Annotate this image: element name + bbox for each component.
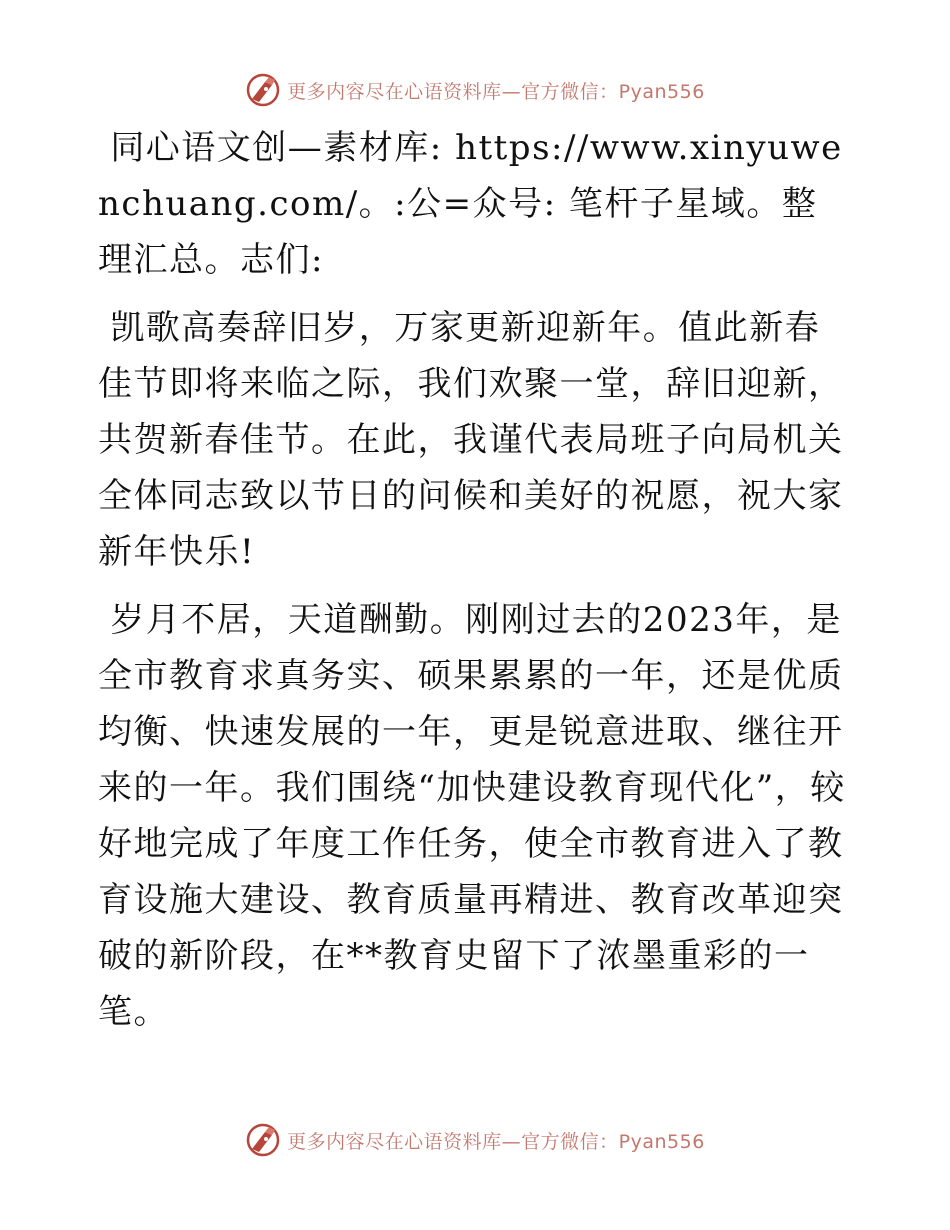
footer-watermark-banner	[0, 1118, 950, 1162]
paragraph-year-review: 岁月不居，天道酬勤。刚刚过去的2023年，是全市教育求真务实、硕果累累的一年，还是优质均衡、快速发展的一年，更是锐意进取、继往开来的一年。我们围绕“加快建设教育现代化”，较好地完成了年度工作任务，使全市教育进入了教育设施大建设、教育质量再精进、教育改革迎突破的新阶段，在**教育史留下了浓墨重彩的一笔。	[98, 600, 846, 1032]
paragraph-new-year-greeting: 凯歌高奏辞旧岁，万家更新迎新年。值此新春佳节即将来临之际，我们欢聚一堂，辞旧迎新，共贺新春佳节。在此，我谨代表局班子向局机关全体同志致以节日的问候和美好的祝愿，祝大家新年快乐!	[98, 308, 844, 572]
pen-nib-logo-icon	[245, 1122, 281, 1158]
footer-banner-text: 更多内容尽在心语资料库—官方微信：Pyan556	[287, 1130, 705, 1153]
paragraph-source-note: 同心语文创—素材库: https://www.xinyuwenchuang.com/。:公=众号: 笔杆子星域。整理汇总。志们:	[98, 128, 843, 280]
document-body	[98, 120, 848, 1052]
header-watermark-banner	[0, 68, 950, 112]
pen-nib-logo-icon	[245, 72, 281, 108]
header-banner-text: 更多内容尽在心语资料库—官方微信：Pyan556	[287, 80, 705, 103]
